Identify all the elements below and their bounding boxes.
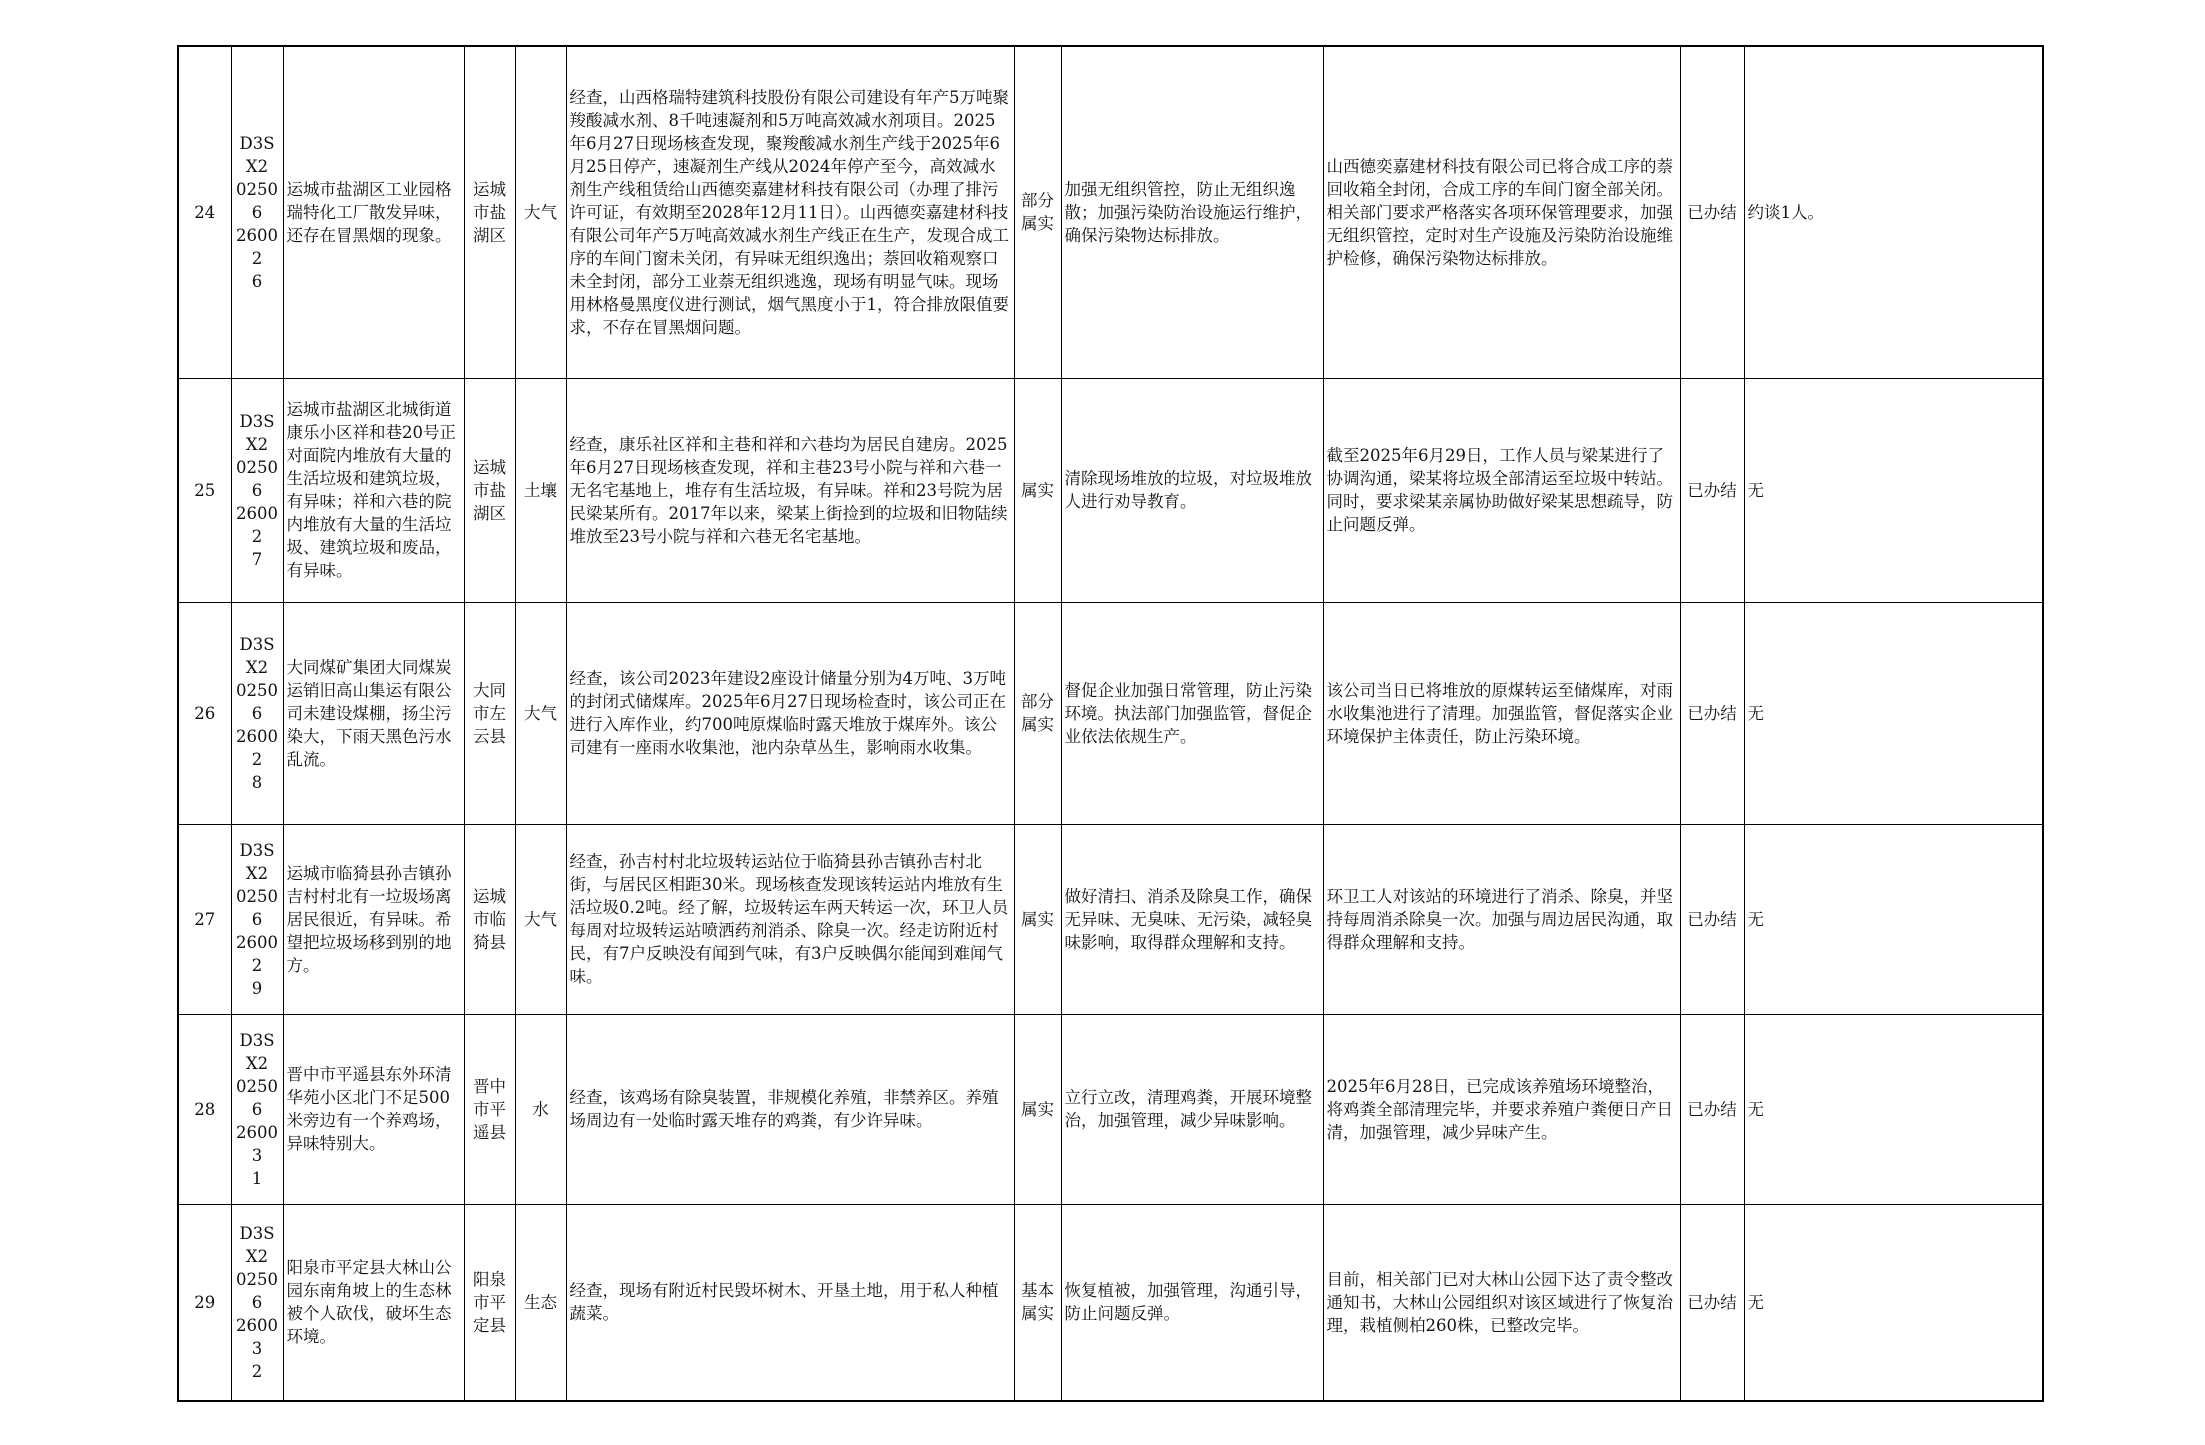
pollution-type-cell	[515, 378, 566, 602]
complaint-content-cell	[283, 1014, 464, 1204]
rectification-result: 环卫工人对该站的环境进行了消杀、除臭，并坚持每周消杀除臭一次。加强与周边居民沟通，取得群众理解和支持。	[1326, 886, 1673, 952]
region-cell	[464, 1014, 515, 1204]
handling-measures-cell	[1061, 46, 1323, 378]
rectification-result: 目前，相关部门已对大林山公园下达了责令整改通知书，大林山公园组织对该区域进行了恢复治理，栽植侧柏260株，已整改完毕。	[1326, 1269, 1673, 1335]
case-code-line: 26003	[236, 1315, 278, 1358]
case-code-line: 02506	[236, 1269, 278, 1312]
accountability: 约谈1人。	[1747, 202, 1824, 222]
investigation-finding-cell	[566, 1204, 1014, 1401]
investigation-finding: 经查，孙吉村村北垃圾转运站位于临猗县孙吉镇孙吉村北街，与居民区相距30米。现场核查发现该转运站内堆放有生活垃圾0.2吨。经了解，垃圾转运车两天转运一次，环卫人员每周对垃圾转运站喷洒药剂消杀、除臭一次。经走访附近村民，有7户反映没有闻到气味，有3户反映偶尔能闻到难闻气味。	[569, 852, 1009, 986]
rectification-result-cell	[1323, 602, 1680, 824]
pollution-type-cell	[515, 602, 566, 824]
pollution-type-cell	[515, 1204, 566, 1401]
region-cell	[464, 602, 515, 824]
verdict-cell	[1014, 824, 1061, 1014]
case-code-line: D3SX2	[239, 840, 275, 883]
table-row	[178, 602, 2043, 824]
row-number: 27	[194, 909, 216, 929]
handling-measures-cell	[1061, 1014, 1323, 1204]
case-code-cell	[231, 602, 283, 824]
investigation-finding-cell	[566, 378, 1014, 602]
accountability-cell	[1744, 46, 2043, 378]
region-cell	[464, 824, 515, 1014]
table-row	[178, 824, 2043, 1014]
table-row	[178, 378, 2043, 602]
verdict-cell	[1014, 602, 1061, 824]
region: 运城市临猗县	[473, 886, 506, 952]
report-table-page	[177, 45, 2042, 1400]
case-code-line: 7	[251, 549, 263, 569]
accountability: 无	[1747, 909, 1764, 929]
case-code-cell	[231, 378, 283, 602]
case-code-line: 9	[251, 978, 263, 998]
accountability-cell	[1744, 1014, 2043, 1204]
case-code-line: 26002	[236, 225, 278, 268]
case-status-cell	[1680, 824, 1744, 1014]
case-code-line: 8	[251, 772, 263, 792]
case-code-cell	[231, 46, 283, 378]
row-number: 26	[194, 703, 216, 723]
case-status-cell	[1680, 378, 1744, 602]
case-code-line: 6	[251, 271, 263, 291]
case-status-cell	[1680, 1014, 1744, 1204]
pollution-type-cell	[515, 1014, 566, 1204]
region-cell	[464, 1204, 515, 1401]
verdict: 属实	[1021, 480, 1054, 500]
rectification-result: 2025年6月28日，已完成该养殖场环境整治，将鸡粪全部清理完毕，并要求养殖户粪便日产日清，加强管理，减少异味产生。	[1326, 1076, 1673, 1142]
handling-measures: 加强无组织管控，防止无组织逸散；加强污染防治设施运行维护，确保污染物达标排放。	[1064, 179, 1312, 245]
rectification-result-cell	[1323, 824, 1680, 1014]
table-row	[178, 1014, 2043, 1204]
case-code-line: 02506	[236, 886, 278, 929]
verdict: 属实	[1021, 909, 1054, 929]
handling-measures-cell	[1061, 1204, 1323, 1401]
pollution-type: 土壤	[524, 480, 557, 500]
case-code-cell	[231, 1014, 283, 1204]
rectification-result: 山西德奕嘉建材科技有限公司已将合成工序的萘回收箱全封闭，合成工序的车间门窗全部关闭。相关部门要求严格落实各项环保管理要求，加强无组织管控，定时对生产设施及污染防治设施维护检修，确保污染物达标排放。	[1326, 156, 1673, 268]
complaint-content: 大同煤矿集团大同煤炭运销旧高山集运有限公司未建设煤棚，扬尘污染大，下雨天黑色污水乱流。	[286, 657, 452, 769]
row-number-cell	[178, 602, 231, 824]
handling-measures: 立行立改，清理鸡粪，开展环境整治，加强管理，减少异味影响。	[1064, 1088, 1312, 1130]
row-number: 25	[194, 480, 216, 500]
case-code-line: 26002	[236, 932, 278, 975]
rectification-result-cell	[1323, 378, 1680, 602]
accountability: 无	[1747, 1099, 1764, 1119]
complaint-content-cell	[283, 824, 464, 1014]
pollution-type: 大气	[524, 909, 557, 929]
complaint-content: 运城市盐湖区工业园格瑞特化工厂散发异味，还存在冒黑烟的现象。	[286, 179, 452, 245]
investigation-finding-cell	[566, 46, 1014, 378]
handling-measures: 清除现场堆放的垃圾，对垃圾堆放人进行劝导教育。	[1064, 469, 1312, 511]
complaint-content-cell	[283, 378, 464, 602]
case-code-cell	[231, 824, 283, 1014]
case-status: 已办结	[1687, 480, 1737, 500]
case-code-cell	[231, 1204, 283, 1401]
pollution-type: 水	[532, 1099, 549, 1119]
region: 运城市盐湖区	[473, 457, 506, 523]
petition-case-table	[177, 45, 2044, 1402]
verdict-cell	[1014, 46, 1061, 378]
case-status-cell	[1680, 46, 1744, 378]
handling-measures-cell	[1061, 378, 1323, 602]
handling-measures: 恢复植被，加强管理，沟通引导，防止问题反弹。	[1064, 1281, 1312, 1324]
investigation-finding: 经查，现场有附近村民毁坏树木、开垦土地，用于私人种植蔬菜。	[569, 1281, 999, 1324]
accountability-cell	[1744, 378, 2043, 602]
row-number: 29	[194, 1292, 216, 1312]
investigation-finding-cell	[566, 1014, 1014, 1204]
region: 阳泉市平定县	[473, 1269, 506, 1335]
accountability: 无	[1747, 480, 1764, 500]
investigation-finding: 经查，该公司2023年建设2座设计储量分别为4万吨、3万吨的封闭式储煤库。2025年6月27日现场检查时，该公司正在进行入库作业，约700吨原煤临时露天堆放于煤库外。该公司建有一座雨水收集池，池内杂草丛生，影响雨水收集。	[569, 669, 1006, 757]
region: 大同市左云县	[473, 680, 506, 746]
complaint-content-cell	[283, 602, 464, 824]
row-number-cell	[178, 824, 231, 1014]
case-status-cell	[1680, 1204, 1744, 1401]
region-cell	[464, 378, 515, 602]
case-status: 已办结	[1687, 909, 1737, 929]
pollution-type: 大气	[524, 703, 557, 723]
verdict: 部分属实	[1021, 692, 1054, 734]
pollution-type-cell	[515, 824, 566, 1014]
accountability-cell	[1744, 1204, 2043, 1401]
accountability: 无	[1747, 703, 1764, 723]
accountability-cell	[1744, 824, 2043, 1014]
verdict-cell	[1014, 1204, 1061, 1401]
verdict: 基本属实	[1021, 1281, 1054, 1324]
table-row	[178, 46, 2043, 378]
handling-measures: 督促企业加强日常管理，防止污染环境。执法部门加强监管，督促企业依法依规生产。	[1064, 680, 1312, 746]
case-code-line: 02506	[236, 1076, 278, 1119]
case-code-line: 26002	[236, 726, 278, 769]
row-number-cell	[178, 378, 231, 602]
region: 运城市盐湖区	[473, 179, 506, 245]
row-number: 24	[194, 202, 216, 222]
case-code-line: D3SX2	[239, 411, 275, 454]
accountability-cell	[1744, 602, 2043, 824]
handling-measures: 做好清扫、消杀及除臭工作，确保无异味、无臭味、无污染，减轻臭味影响，取得群众理解和支持。	[1064, 886, 1312, 952]
table-row	[178, 1204, 2043, 1401]
case-status: 已办结	[1687, 703, 1737, 723]
case-code-line: 2	[251, 1361, 263, 1381]
investigation-finding-cell	[566, 824, 1014, 1014]
pollution-type-cell	[515, 46, 566, 378]
investigation-finding: 经查，康乐社区祥和主巷和祥和六巷均为居民自建房。2025年6月27日现场核查发现，祥和主巷23号小院与祥和六巷一无名宅基地上，堆存有生活垃圾，有异味。祥和23号院为居民梁某所有。2017年以来，梁某上街捡到的垃圾和旧物陆续堆放至23号小院与祥和六巷无名宅基地。	[569, 434, 1008, 546]
row-number-cell	[178, 46, 231, 378]
row-number-cell	[178, 1204, 231, 1401]
verdict: 属实	[1021, 1099, 1054, 1119]
case-status: 已办结	[1687, 1292, 1737, 1312]
case-code-line: D3SX2	[239, 634, 275, 677]
complaint-content: 运城市临猗县孙吉镇孙吉村村北有一垃圾场离居民很近，有异味。希望把垃圾场移到别的地方。	[286, 863, 452, 975]
rectification-result-cell	[1323, 1014, 1680, 1204]
complaint-content: 运城市盐湖区北城街道康乐小区祥和巷20号正对面院内堆放有大量的生活垃圾和建筑垃圾，有异味；祥和六巷的院内堆放有大量的生活垃圾、建筑垃圾和废品，有异味。	[286, 400, 456, 580]
handling-measures-cell	[1061, 824, 1323, 1014]
case-code-line: D3SX2	[239, 1030, 275, 1073]
row-number-cell	[178, 1014, 231, 1204]
complaint-content: 晋中市平遥县东外环清华苑小区北门不足500米旁边有一个养鸡场，异味特别大。	[286, 1065, 452, 1153]
region-cell	[464, 46, 515, 378]
complaint-content-cell	[283, 46, 464, 378]
pollution-type: 生态	[524, 1292, 557, 1312]
investigation-finding: 经查，该鸡场有除臭装置，非规模化养殖，非禁养区。养殖场周边有一处临时露天堆存的鸡粪，有少许异味。	[569, 1088, 999, 1130]
pollution-type: 大气	[524, 202, 557, 222]
case-code-line: 02506	[236, 680, 278, 723]
rectification-result: 该公司当日已将堆放的原煤转运至储煤库，对雨水收集池进行了清理。加强监管，督促落实企业环境保护主体责任，防止污染环境。	[1326, 680, 1673, 746]
case-code-line: 26002	[236, 503, 278, 546]
complaint-content: 阳泉市平定县大林山公园东南角坡上的生态林被个人砍伐，破坏生态环境。	[286, 1258, 452, 1347]
rectification-result: 截至2025年6月29日，工作人员与梁某进行了协调沟通，梁某将垃圾全部清运至垃圾中转站。同时，要求梁某亲属协助做好梁某思想疏导，防止问题反弹。	[1326, 446, 1673, 534]
verdict: 部分属实	[1021, 191, 1054, 234]
case-status-cell	[1680, 602, 1744, 824]
rectification-result-cell	[1323, 46, 1680, 378]
investigation-finding: 经查，山西格瑞特建筑科技股份有限公司建设有年产5万吨聚羧酸减水剂、8千吨速凝剂和5万吨高效减水剂项目。2025年6月27日现场核查发现，聚羧酸减水剂生产线于2025年6月25日停产，速凝剂生产线从2024年停产至今，高效减水剂生产线租赁给山西德奕嘉建材科技有限公司（办理了排污许可证，有效期至2028年12月11日）。山西德奕嘉建材科技有限公司年产5万吨高效减水剂生产线正在生产，发现合成工序的车间门窗未关闭，有异味无组织逸出；萘回收箱观察口未全封闭，部分工业萘无组织逃逸，现场有明显气味。现场用林格曼黑度仪进行测试，烟气黑度小于1，符合排放限值要求，不存在冒黑烟问题。	[569, 87, 1009, 337]
complaint-content-cell	[283, 1204, 464, 1401]
row-number: 28	[194, 1099, 216, 1119]
verdict-cell	[1014, 378, 1061, 602]
investigation-finding-cell	[566, 602, 1014, 824]
case-status: 已办结	[1687, 202, 1737, 222]
case-code-line: 26003	[236, 1122, 278, 1165]
region: 晋中市平遥县	[473, 1076, 506, 1142]
case-code-line: 02506	[236, 179, 278, 222]
case-status: 已办结	[1687, 1099, 1737, 1119]
verdict-cell	[1014, 1014, 1061, 1204]
case-code-line: 1	[251, 1168, 263, 1188]
case-code-line: D3SX2	[239, 1223, 275, 1266]
accountability: 无	[1747, 1292, 1764, 1312]
handling-measures-cell	[1061, 602, 1323, 824]
case-code-line: 02506	[236, 457, 278, 500]
case-code-line: D3SX2	[239, 133, 275, 176]
rectification-result-cell	[1323, 1204, 1680, 1401]
